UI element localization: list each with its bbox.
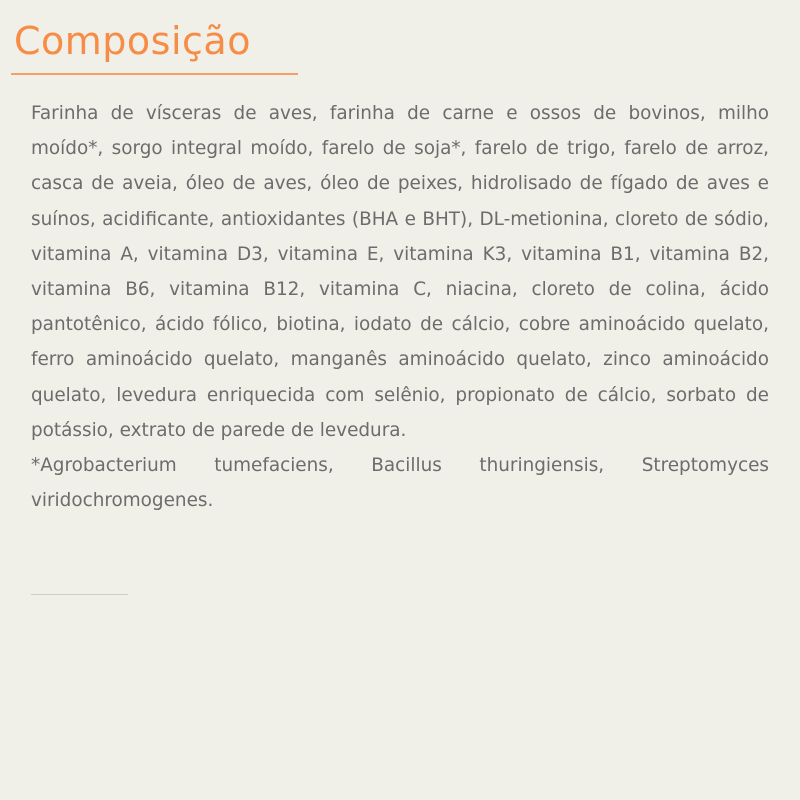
divider (31, 594, 128, 595)
title-underline (11, 73, 298, 75)
page-title: Composição (14, 19, 251, 63)
composition-text (31, 96, 769, 518)
ingredients-paragraph: Farinha de vísceras de aves, farinha de carne e ossos de bovinos, milho moído*, sorgo integral moído, farelo de soja*, farelo de trigo, farelo de arroz, casca de aveia, óleo de aves, óleo de peixes, hidrolisado de fígado de aves e suínos, acidificante, antioxidantes (BHA e BHT), DL-metionina, cloreto de sódio, vitamina A, vitamina D3, vitamina E, vitamina K3, vitamina B1, vitamina B2, vitamina B6, vitamina B12, vitamina C, niacina, cloreto de colina, ácido pantotênico, ácido fólico, biotina, iodato de cálcio, cobre aminoácido quelato, ferro aminoácido quelato, manganês aminoácido quelato, zinco aminoácido quelato, levedura enriquecida com selênio, propionato de cálcio, sorbato de potássio, extrato de parede de levedura. (31, 103, 769, 441)
footnote-paragraph: *Agrobacterium tumefaciens, Bacillus thuringiensis, Streptomyces viridochromogenes. (31, 455, 769, 512)
